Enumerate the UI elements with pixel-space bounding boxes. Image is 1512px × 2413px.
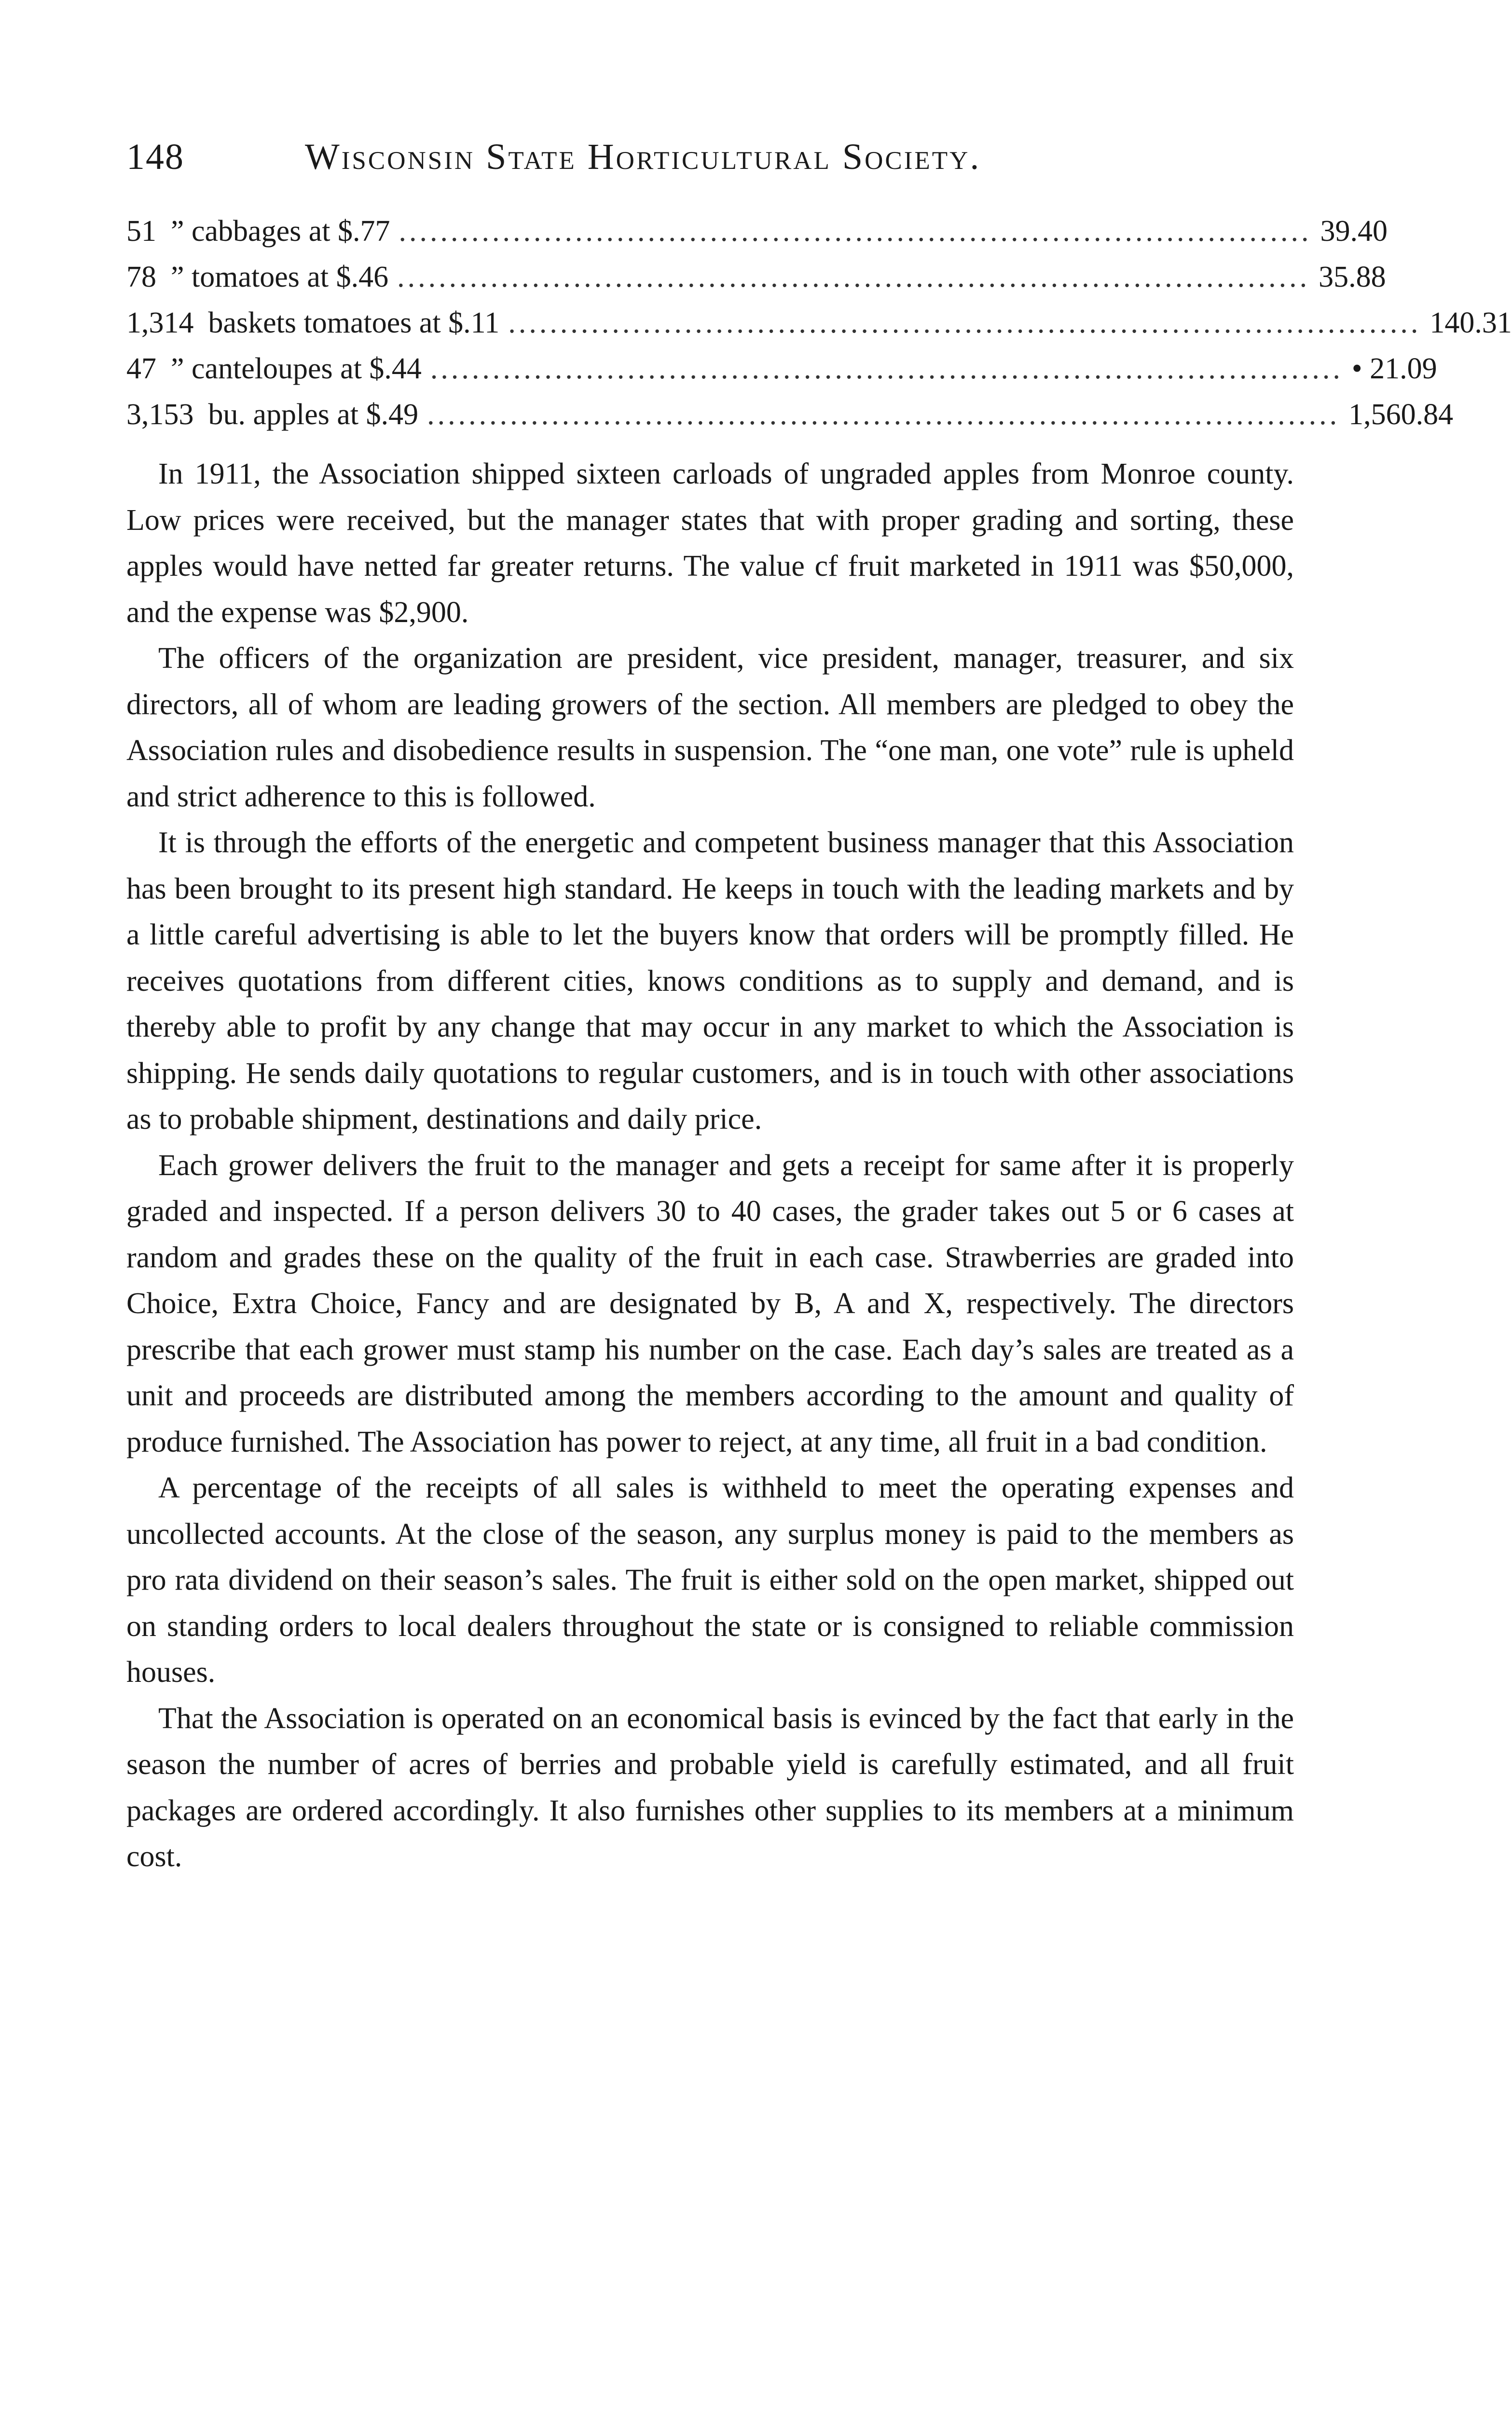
ledger-description: ” tomatoes at $.46 (171, 261, 389, 293)
ledger-row (126, 346, 1437, 392)
ledger-description: ” canteloupes at $.44 (171, 352, 422, 385)
ledger-quantity: 3,153 (126, 398, 194, 431)
dot-leader: ........................................................................................ (508, 306, 1421, 339)
running-head (126, 130, 1294, 183)
ledger-row (126, 254, 1386, 300)
ledger-amount: 35.88 (1319, 261, 1386, 293)
ledger-description: baskets tomatoes at $.11 (208, 306, 500, 339)
paragraph: In 1911, the Association shipped sixteen carloads of ungraded apples from Monroe county. Low prices were received, but the manager states that with proper grading and sorting, these apples would have netted far greater returns. The value cf fruit marketed in 1911 was $50,000, and the expense was $2,900. (126, 458, 1294, 629)
paragraph: It is through the efforts of the energetic and competent business manager that this Association has been brought to its present high standard. He keeps in touch with the leading markets and by a little careful advertising is able to let the buyers know that orders will be promptly filled. He receives quotations from different cities, knows conditions as to supply and demand, and is thereby able to profit by any change that may occur in any market to which the Association is shipping. He sends daily quotations to regular customers, and is in touch with other associations as to probable shipment, destinations and daily price. (126, 826, 1294, 1136)
dot-leader: ........................................................................................ (399, 215, 1312, 248)
ledger-quantity: 1,314 (126, 306, 194, 339)
paragraph: The officers of the organization are president, vice president, manager, treasurer, and six directors, all of whom are leading growers of the section. All members are pledged to obey the Association rules and disobedience results in suspension. The “one man, one vote” rule is upheld and strict adherence to this is followed. (126, 642, 1294, 813)
ledger-row (126, 208, 1388, 254)
paragraph: A percentage of the receipts of all sales is withheld to meet the operating expenses and uncollected accounts. At the close of the season, any surplus money is paid to the members as pro rata dividend on their season’s sales. The fruit is either sold on the open market, shipped out on standing orders to local dealers throughout the state or is consigned to reliable commission houses. (126, 1471, 1294, 1689)
page-number: 148 (126, 137, 184, 177)
paragraph: Each grower delivers the fruit to the manager and gets a receipt for same after it is properly graded and inspected. If a person delivers 30 to 40 cases, the grader takes out 5 or 6 cases at random and grades these on the quality of the fruit in each case. Strawberries are graded into Choice, Extra Choice, Fancy and are designated by B, A and X, respectively. The directors prescribe that each grower must stamp his number on the case. Each day’s sales are treated as a unit and proceeds are distributed among the members according to the amount and quality of produce furnished. The Association has power to reject, at any time, all fruit in a bad condition. (126, 1149, 1294, 1458)
ledger-quantity: 51 (126, 215, 156, 248)
shipment-ledger (126, 208, 1512, 438)
ledger-row (126, 392, 1454, 438)
ledger-amount: 39.40 (1320, 215, 1388, 248)
ledger-amount: 140.31 (1430, 306, 1512, 339)
dot-leader: ........................................................................................ (430, 352, 1343, 385)
dot-leader: ........................................................................................ (397, 261, 1310, 293)
ledger-description: bu. apples at $.49 (208, 398, 419, 431)
ledger-amount: • 21.09 (1351, 352, 1437, 385)
dot-leader: ........................................................................................ (427, 398, 1340, 431)
running-title: Wisconsin State Horticultural Society. (305, 137, 981, 177)
ledger-description: ” cabbages at $.77 (171, 215, 390, 248)
paragraph: That the Association is operated on an economical basis is evinced by the fact that early in the season the number of acres of berries and probable yield is carefully estimated, and all fruit packages are ordered accordingly. It also furnishes other supplies to its members at a minimum cost. (126, 1702, 1294, 1873)
ledger-row (126, 300, 1512, 346)
body-text (126, 451, 1294, 1880)
ledger-quantity: 78 (126, 261, 156, 293)
ledger-quantity: 47 (126, 352, 156, 385)
page-content (126, 130, 1512, 1880)
ledger-amount: 1,560.84 (1348, 398, 1454, 431)
